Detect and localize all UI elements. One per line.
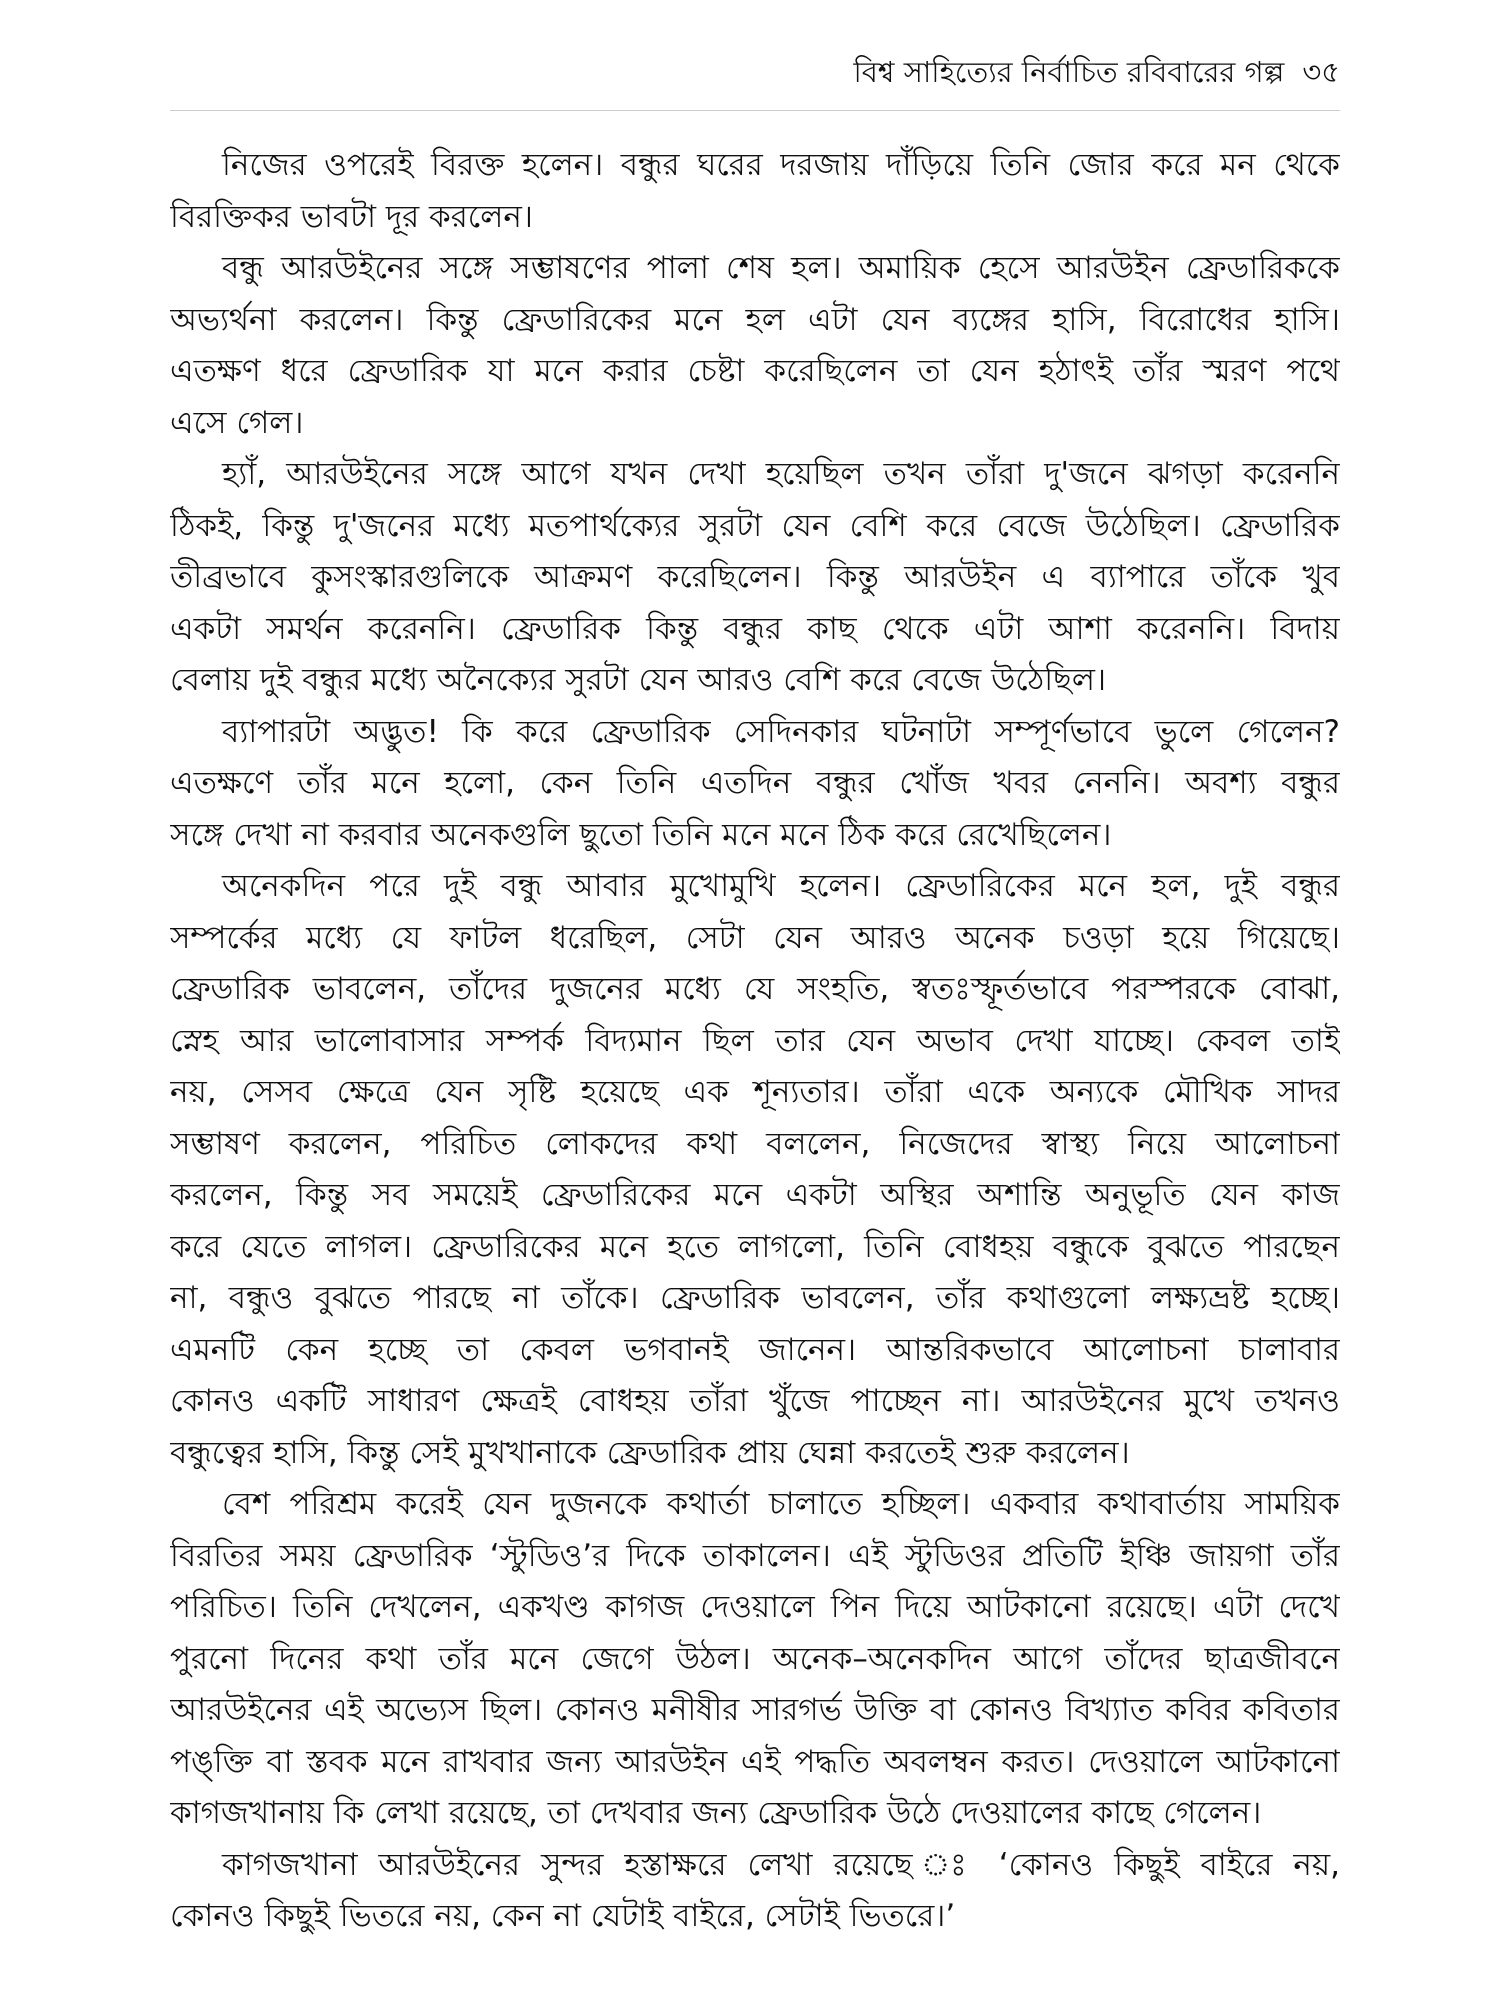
text-line: স্নেহ আর ভালোবাসার সম্পর্ক বিদ্যমান ছিল তার যেন অভাব দেখা যাচ্ছে। কেবল তাই <box>170 1022 1340 1059</box>
text-line: করলেন, কিন্তু সব সময়েই ফ্রেডারিকের মনে একটা অস্থির অশান্তি অনুভূতি যেন কাজ <box>170 1177 1340 1213</box>
text-line: অনেকদিন পরে দুই বন্ধু আবার মুখোমুখি হলেন। ফ্রেডারিকের মনে হল, দুই বন্ধুর <box>222 868 1340 904</box>
paragraph <box>170 449 1340 707</box>
text-line: বিরতির সময় ফ্রেডারিক ‘স্টুডিও’র দিকে তাকালেন। এই স্টুডিওর প্রতিটি ইঞ্চি জায়গা তাঁর <box>170 1537 1340 1574</box>
text-line: হ্যাঁ, আরউইনের সঙ্গে আগে যখন দেখা হয়েছিল তখন তাঁরা দু'জনে ঝগড়া করেননি <box>222 456 1340 492</box>
page-number: ৩৫ <box>1302 55 1340 89</box>
text-line: করে যেতে লাগল। ফ্রেডারিকের মনে হতে লাগলো, তিনি বোধহয় বন্ধুকে বুঝতে পারছেন <box>170 1228 1340 1265</box>
paragraph <box>170 1840 1340 1943</box>
header-divider <box>170 110 1340 111</box>
text-line: বন্ধু আরউইনের সঙ্গে সম্ভাষণের পালা শেষ হল। অমায়িক হেসে আরউইন ফ্রেডারিককে <box>222 250 1340 286</box>
text-line: কাগজখানায় কি লেখা রয়েছে, তা দেখবার জন্য ফ্রেডারিক উঠে দেওয়ালের কাছে গেলেন। <box>170 1795 1262 1831</box>
text-line: বেলায় দুই বন্ধুর মধ্যে অনৈক্যের সুরটা যেন আরও বেশি করে বেজে উঠেছিল। <box>170 662 1107 698</box>
text-line: অভ্যর্থনা করলেন। কিন্তু ফ্রেডারিকের মনে হল এটা যেন ব্যঙ্গের হাসি, বিরোধের হাসি। <box>170 301 1340 338</box>
text-line: সম্পর্কের মধ্যে যে ফাটল ধরেছিল, সেটা যেন আরও অনেক চওড়া হয়ে গিয়েছে। <box>170 919 1340 956</box>
text-line: পঙ্‌ক্তি বা স্তবক মনে রাখবার জন্য আরউইন এই পদ্ধতি অবলম্বন করত। দেওয়ালে আটকানো <box>170 1743 1340 1780</box>
text-line: বেশ পরিশ্রম করেই যেন দুজনকে কথার্তা চালাতে হচ্ছিল। একবার কথাবার্তায় সাময়িক <box>222 1486 1340 1522</box>
text-line: না, বন্ধুও বুঝতে পারছে না তাঁকে। ফ্রেডারিক ভাবলেন, তাঁর কথাগুলো লক্ষ্যভ্রষ্ট হচ্ছে। <box>170 1280 1340 1316</box>
text-line: পুরনো দিনের কথা তাঁর মনে জেগে উঠল। অনেক–অনেকদিন আগে তাঁদের ছাত্রজীবনে <box>170 1640 1340 1677</box>
paragraph <box>170 1479 1340 1840</box>
text-line: বিরক্তিকর ভাবটা দূর করলেন। <box>170 198 533 235</box>
body-text <box>170 140 1340 1943</box>
text-line: কোনও কিছুই ভিতরে নয়, কেন না যেটাই বাইরে, সেটাই ভিতরে।’ <box>170 1898 956 1934</box>
text-line: ব্যাপারটা অদ্ভুত! কি করে ফ্রেডারিক সেদিনকার ঘটনাটা সম্পূর্ণভাবে ভুলে গেলেন? <box>222 713 1340 750</box>
text-line: পরিচিত। তিনি দেখলেন, একখণ্ড কাগজ দেওয়ালে পিন দিয়ে আটকানো রয়েছে। এটা দেখে <box>170 1589 1340 1625</box>
text-line: তীব্রভাবে কুসংস্কারগুলিকে আক্রমণ করেছিলেন। কিন্তু আরউইন এ ব্যাপারে তাঁকে খুব <box>170 559 1340 595</box>
text-line: সম্ভাষণ করলেন, পরিচিত লোকদের কথা বললেন, নিজেদের স্বাস্থ্য নিয়ে আলোচনা <box>170 1125 1340 1162</box>
running-title: বিশ্ব সাহিত্যের নির্বাচিত রবিবারের গল্প <box>853 55 1285 89</box>
text-line: এতক্ষণ ধরে ফ্রেডারিক যা মনে করার চেষ্টা করেছিলেন তা যেন হঠাৎই তাঁর স্মরণ পথে <box>170 353 1340 389</box>
text-line: এতক্ষণে তাঁর মনে হলো, কেন তিনি এতদিন বন্ধুর খোঁজ খবর নেননি। অবশ্য বন্ধুর <box>170 765 1340 801</box>
text-line: বন্ধুত্বের হাসি, কিন্তু সেই মুখখানাকে ফ্রেডারিক প্রায় ঘেন্না করতেই শুরু করলেন। <box>170 1434 1130 1471</box>
paragraph <box>170 707 1340 862</box>
text-line: ঠিকই, কিন্তু দু'জনের মধ্যে মতপার্থক্যের সুরটা যেন বেশি করে বেজে উঠেছিল। ফ্রেডারিক <box>170 507 1340 544</box>
text-line: কোনও একটি সাধারণ ক্ষেত্রই বোধহয় তাঁরা খুঁজে পাচ্ছেন না। আরউইনের মুখে তখনও <box>170 1383 1340 1419</box>
paragraph <box>170 861 1340 1479</box>
text-line: আরউইনের এই অভ্যেস ছিল। কোনও মনীষীর সারগর্ভ উক্তি বা কোনও বিখ্যাত কবির কবিতার <box>170 1692 1340 1728</box>
paragraph <box>170 243 1340 449</box>
text-line: একটা সমর্থন করেননি। ফ্রেডারিক কিন্তু বন্ধুর কাছ থেকে এটা আশা করেননি। বিদায় <box>170 610 1340 647</box>
running-header <box>540 50 1340 94</box>
paragraph <box>170 140 1340 243</box>
text-line: কাগজখানা আরউইনের সুন্দর হস্তাক্ষরে লেখা রয়েছে ঃ ‘কোনও কিছুই বাইরে নয়, <box>222 1846 1340 1883</box>
text-line: সঙ্গে দেখা না করবার অনেকগুলি ছুতো তিনি মনে মনে ঠিক করে রেখেছিলেন। <box>170 816 1112 853</box>
text-line: এসে গেল। <box>170 404 304 441</box>
text-line: নয়, সেসব ক্ষেত্রে যেন সৃষ্টি হয়েছে এক শূন্যতার। তাঁরা একে অন্যকে মৌখিক সাদর <box>170 1074 1340 1110</box>
text-line: নিজের ওপরেই বিরক্ত হলেন। বন্ধুর ঘরের দরজায় দাঁড়িয়ে তিনি জোর করে মন থেকে <box>222 147 1340 183</box>
text-line: এমনটি কেন হচ্ছে তা কেবল ভগবানই জানেন। আন্তরিকভাবে আলোচনা চালাবার <box>170 1331 1340 1368</box>
text-line: ফ্রেডারিক ভাবলেন, তাঁদের দুজনের মধ্যে যে সংহতি, স্বতঃস্ফূর্তভাবে পরস্পরকে বোঝা, <box>170 971 1340 1007</box>
